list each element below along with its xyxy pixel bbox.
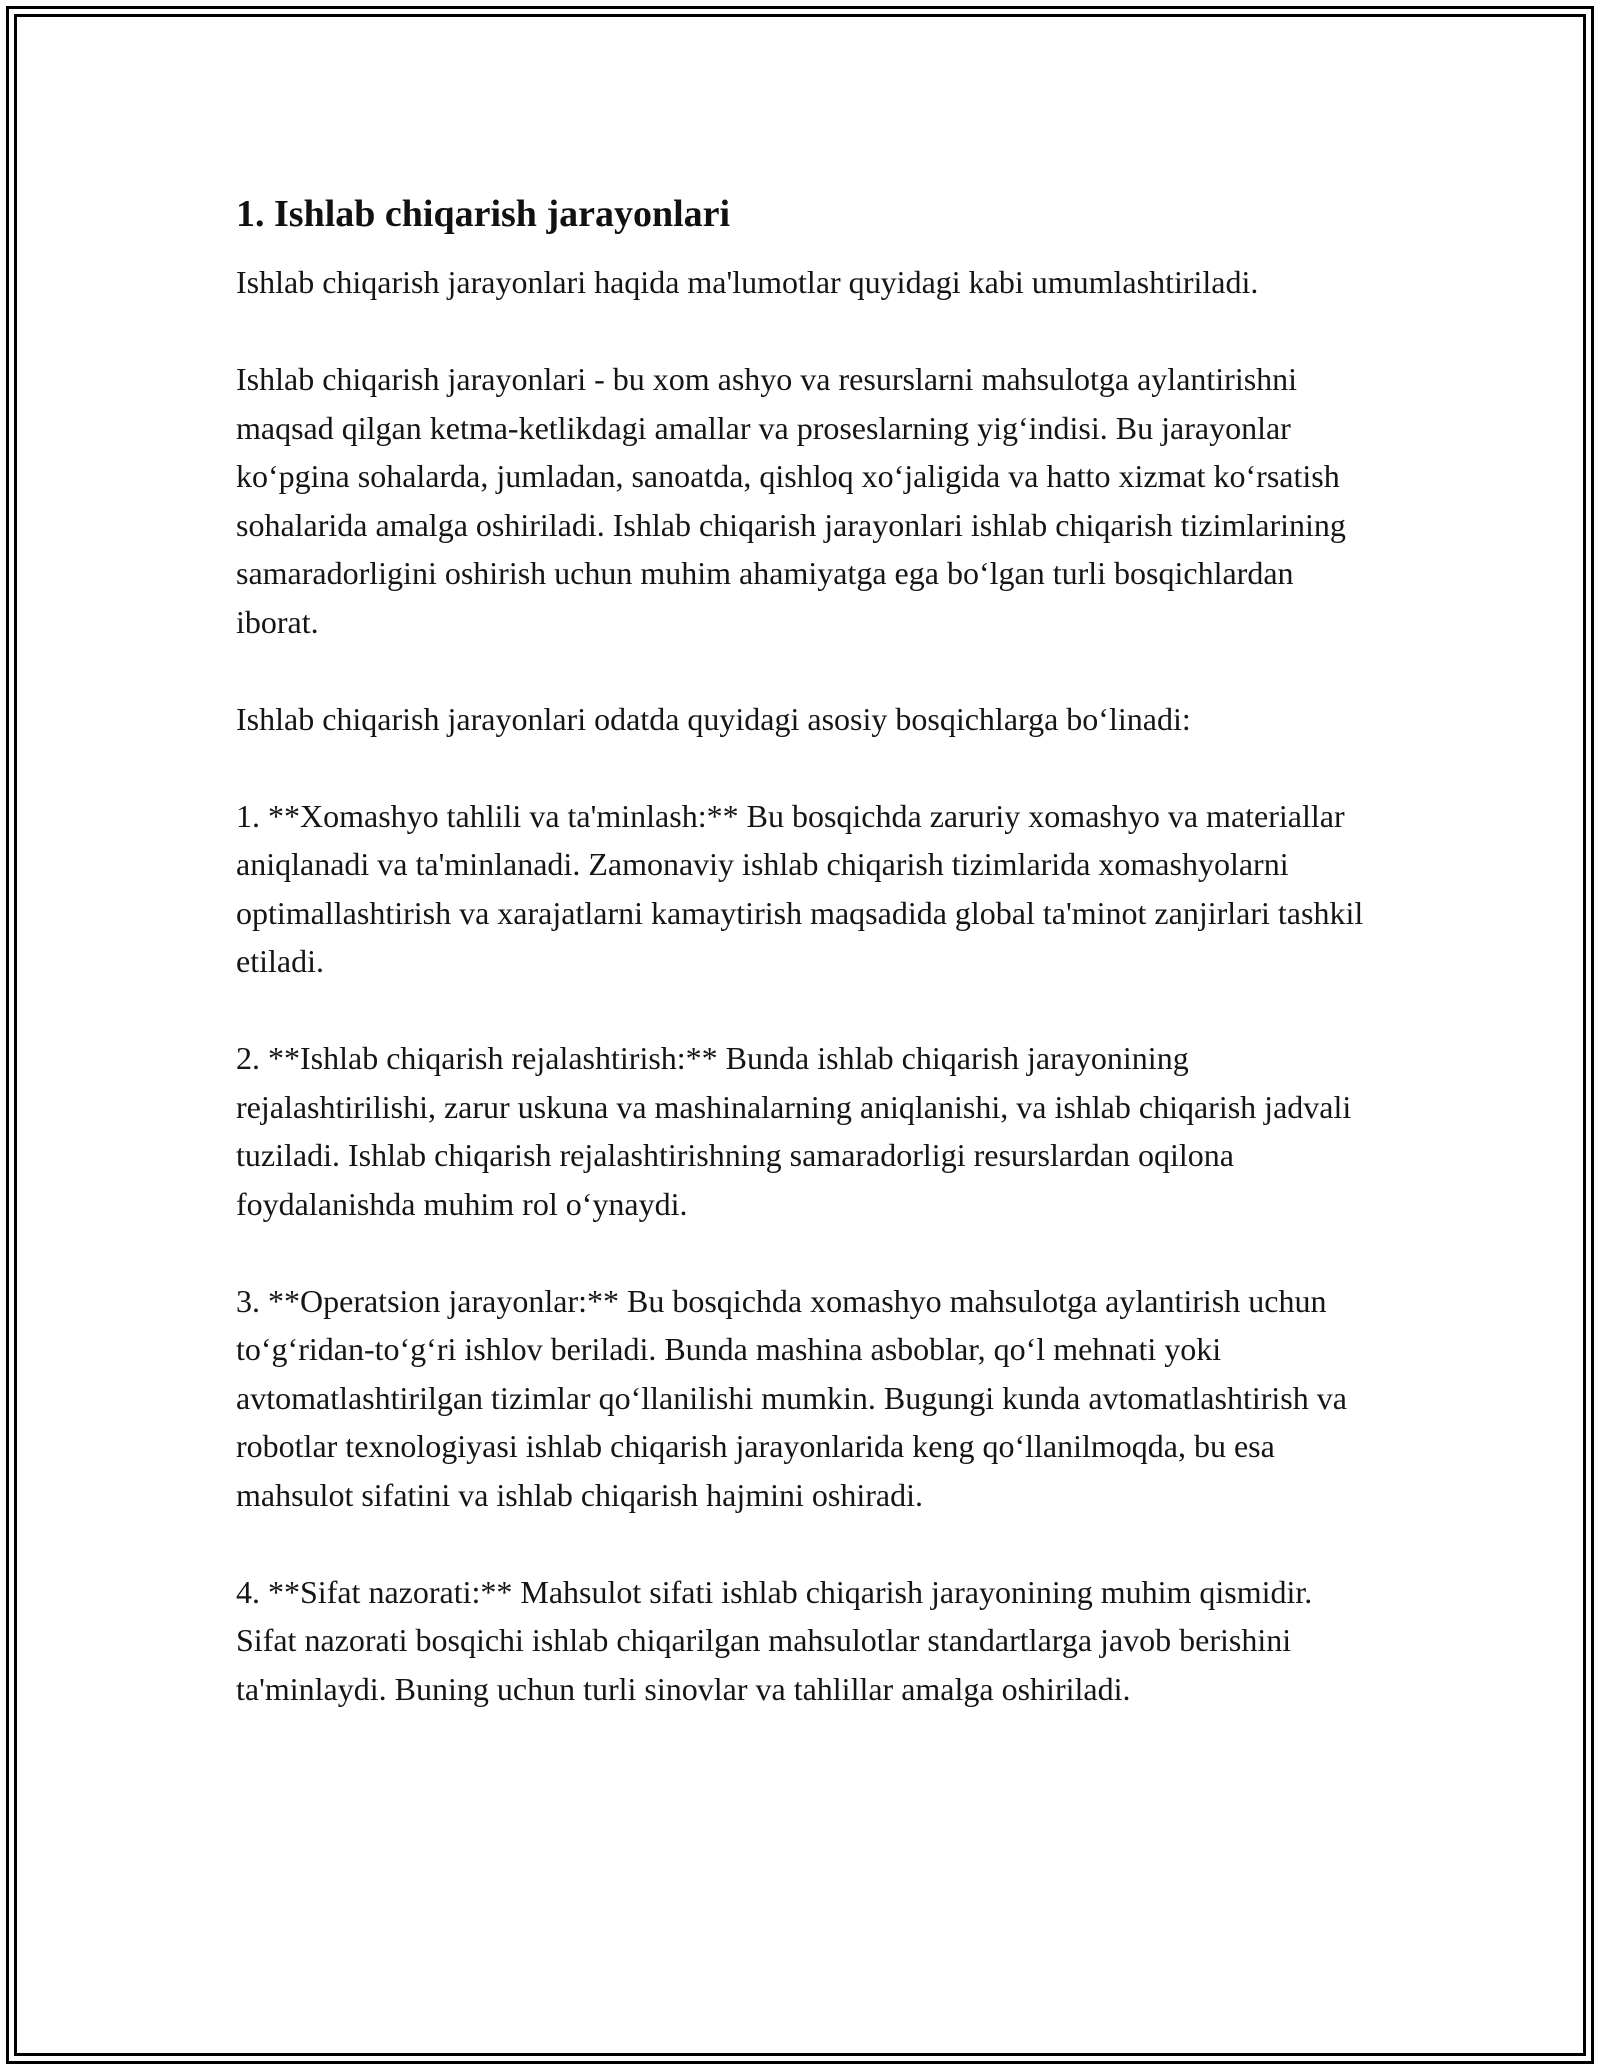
stages-intro-paragraph: Ishlab chiqarish jarayonlari odatda quyidagi asosiy bosqichlarga bo‘linadi: [236,700,1191,737]
stage-2-paragraph: 2. **Ishlab chiqarish rejalashtirish:** Bunda ishlab chiqarish jarayonining rejalashtirilishi, zarur uskuna va mashinalarning aniqlanishi, va ishlab chiqarish jadvali tuziladi. Ishlab chiqarish rejalashtirishning samaradorligi resurslardan oqilona foydalanishda muhim rol o‘ynaydi. [236,1040,1352,1222]
stage-1-paragraph: 1. **Xomashyo tahlili va ta'minlash:** Bu bosqichda zaruriy xomashyo va materiallar aniqlanadi va ta'minlanadi. Zamonaviy ishlab chiqarish tizimlarida xomashyolarni optimallashtirish va xarajatlarni kamaytirish maqsadida global ta'minot zanjirlari tashkil etiladi. [236,797,1364,979]
stage-3-paragraph: 3. **Operatsion jarayonlar:** Bu bosqichda xomashyo mahsulotga aylantirish uchun to‘g‘ridan-to‘g‘ri ishlov beriladi. Bunda mashina asboblar, qo‘l mehnati yoki avtomatlashtirilgan tizimlar qo‘llanilishi mumkin. Bugungi kunda avtomatlashtirish va robotlar texnologiyasi ishlab chiqarish jarayonlarida keng qo‘llanilmoqda, bu esa mahsulot sifatini va ishlab chiqarish hajmini oshiradi. [236,1282,1347,1513]
document-body [236,188,1376,1762]
document-title: 1. Ishlab chiqarish jarayonlari [236,193,731,235]
definition-paragraph: Ishlab chiqarish jarayonlari - bu xom ashyo va resurslarni mahsulotga aylantirishni maqsad qilgan ketma-ketlikdagi amallar va proseslarning yig‘indisi. Bu jarayonlar ko‘pgina sohalarda, jumladan, sanoatda, qishloq xo‘jaligida va hatto xizmat ko‘rsatish sohalarida amalga oshiriladi. Ishlab chiqarish jarayonlari ishlab chiqarish tizimlarining samaradorligini oshirish uchun muhim ahamiyatga ega bo‘lgan turli bosqichlardan iborat. [236,361,1346,640]
intro-paragraph: Ishlab chiqarish jarayonlari haqida ma'lumotlar quyidagi kabi umumlashtiriladi. [236,264,1259,300]
stage-4-paragraph: 4. **Sifat nazorati:** Mahsulot sifati ishlab chiqarish jarayonining muhim qismidir. Sifat nazorati bosqichi ishlab chiqarilgan mahsulotlar standartlarga javob berishini ta'minlaydi. Buning uchun turli sinovlar va tahlillar amalga oshiriladi. [236,1573,1313,1707]
